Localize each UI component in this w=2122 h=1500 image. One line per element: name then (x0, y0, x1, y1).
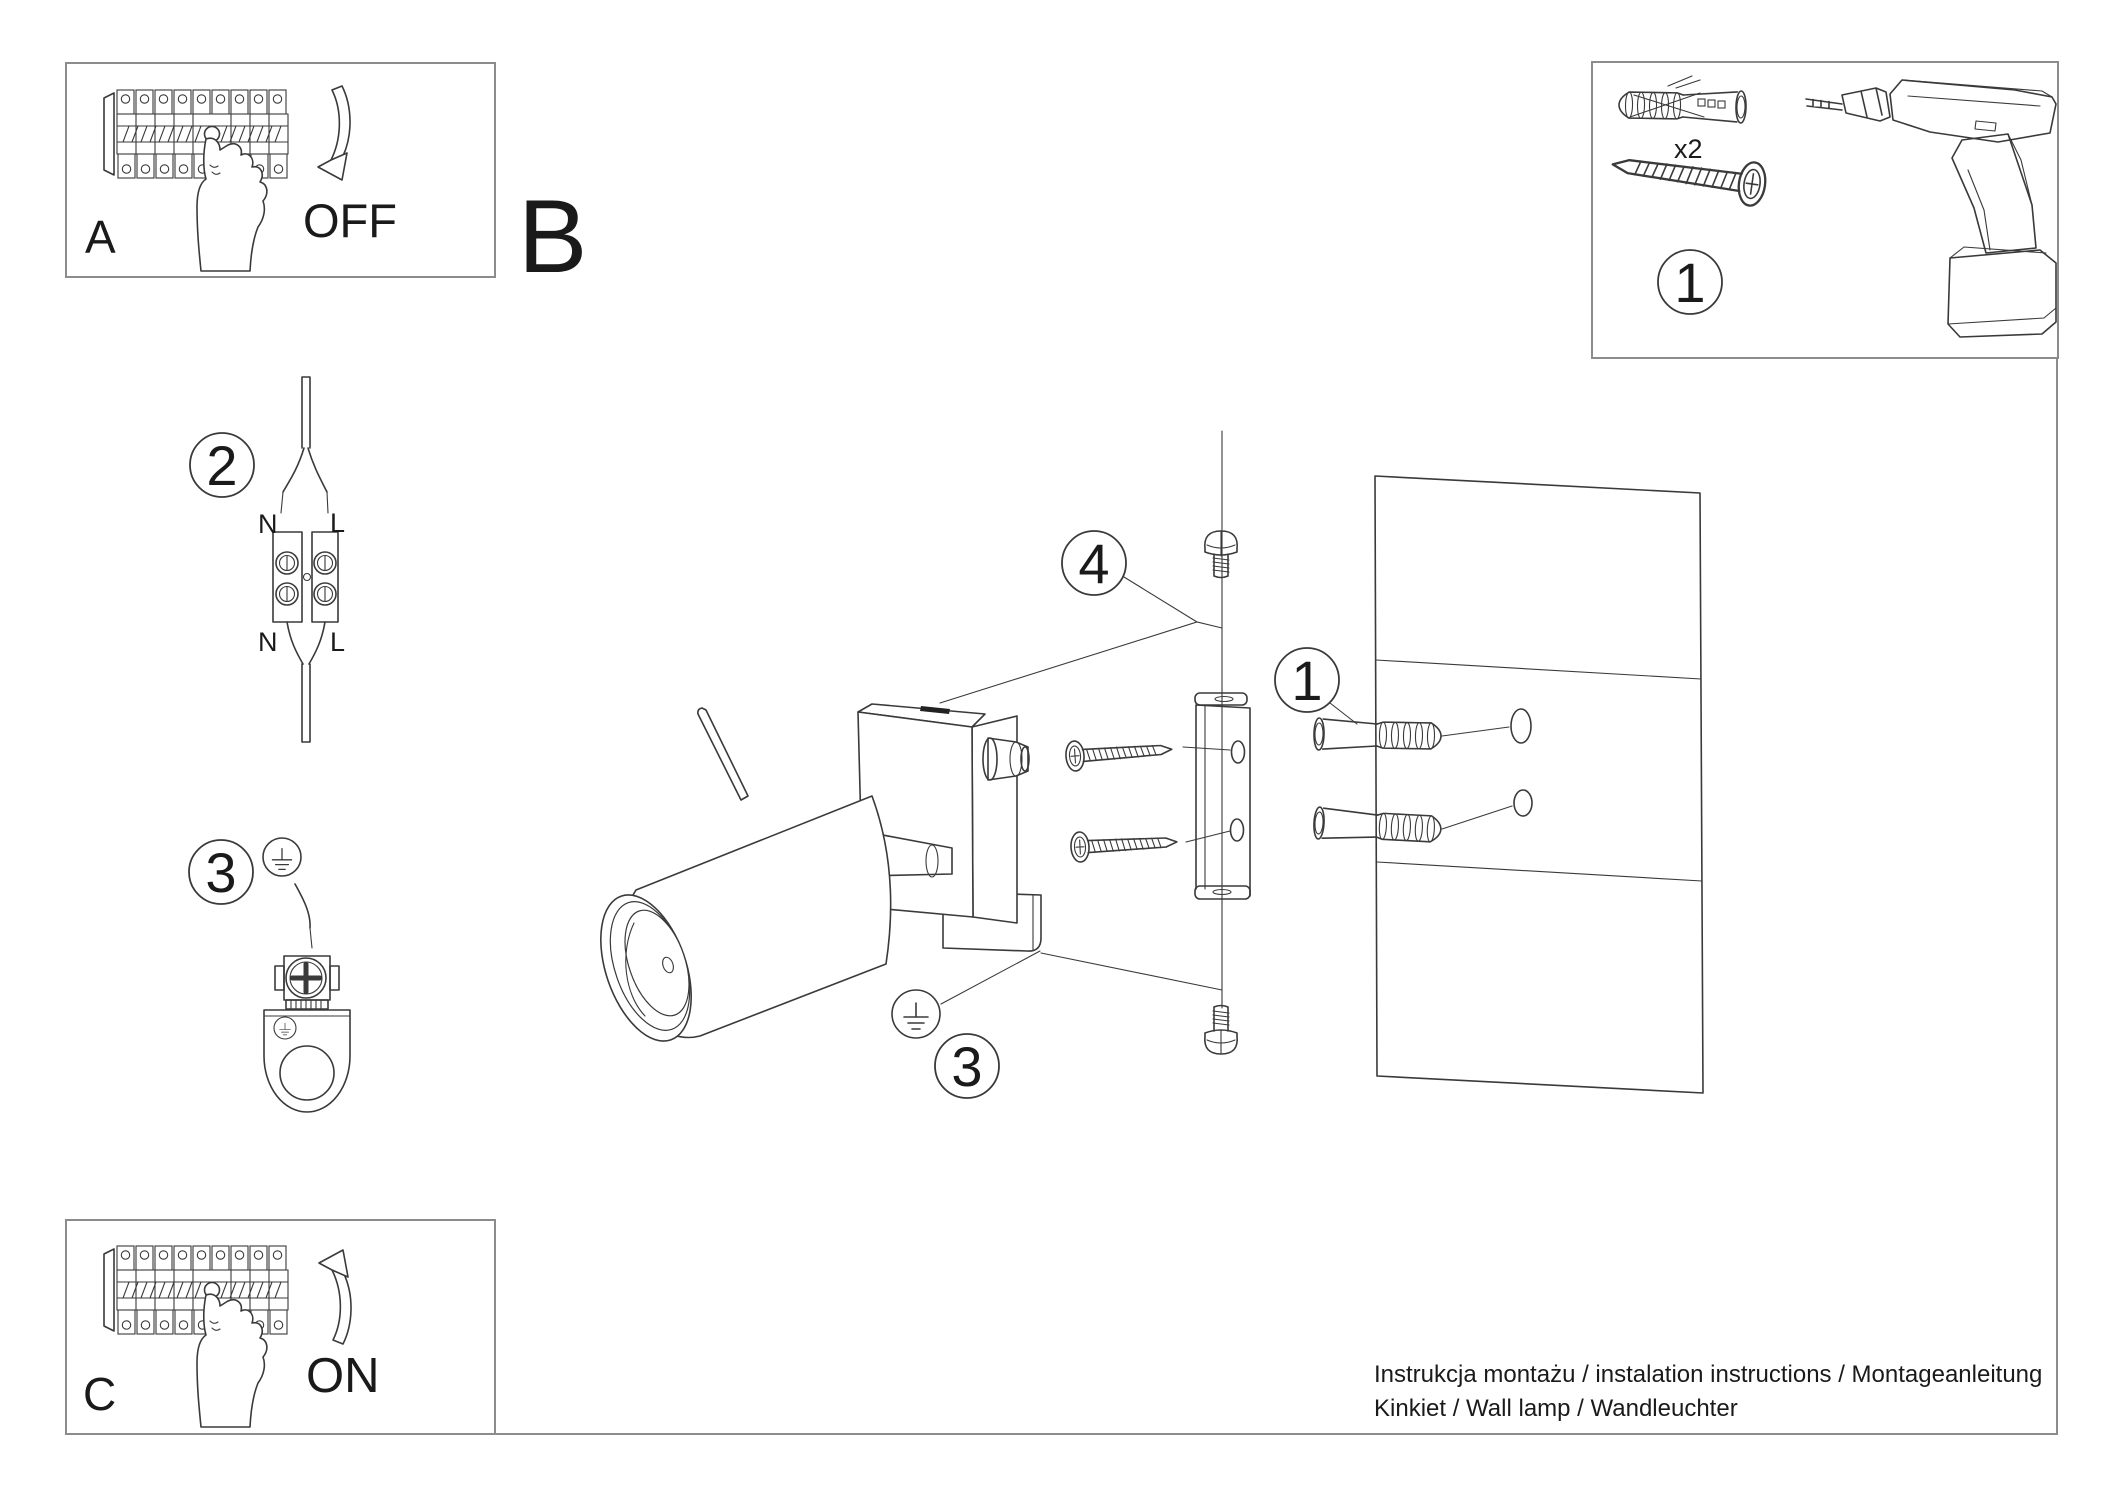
wire-n-bottom-label: N (258, 627, 278, 657)
panel-a-label: A (85, 211, 116, 263)
step-3-number: 3 (205, 841, 237, 904)
section-b-label: B (518, 179, 588, 295)
pressing-hand-icon (197, 138, 267, 271)
ground-connection-diagram (263, 838, 350, 1112)
wood-screw-bottom (1070, 827, 1177, 863)
anchor-leader-lines (1442, 727, 1512, 829)
machine-screw-bottom (1205, 1006, 1237, 1055)
wall-anchor-bottom (1313, 807, 1442, 846)
parts-step-number: 1 (1674, 251, 1706, 314)
lamp-head-drawing (583, 796, 890, 1053)
panel-c-label: C (83, 1368, 117, 1420)
footer-title-line: Instrukcja montażu / instalation instructions / Montageanleitung (1374, 1361, 2043, 1388)
screw-leader-lines (1183, 747, 1230, 842)
footer-product-line: Kinkiet / Wall lamp / Wandleuchter (1374, 1395, 1738, 1422)
assembly-number-4: 4 (1078, 532, 1110, 595)
assembly-number-1: 1 (1291, 649, 1323, 712)
machine-screw-top (1205, 531, 1237, 578)
lamp-rod (698, 708, 748, 800)
parts-anchor-drawing (1619, 76, 1747, 123)
drill-drawing (1806, 80, 2056, 337)
wood-screw-top (1065, 734, 1173, 771)
earth-leader-line (941, 951, 1040, 1004)
wire-l-bottom-label: L (330, 627, 346, 657)
panel-c-on-label: ON (306, 1349, 380, 1403)
arrow-up-icon (332, 1270, 351, 1344)
pressing-hand-icon (197, 1294, 267, 1427)
wire-l-top-label: L (330, 508, 346, 538)
parts-quantity-label: x2 (1674, 134, 1703, 164)
wall-drawing (1375, 476, 1703, 1093)
step-2-number: 2 (206, 434, 238, 497)
wiring-diagram (273, 377, 338, 742)
wall-anchor-top (1314, 718, 1442, 752)
panel-a-off-label: OFF (303, 194, 397, 247)
arrow-down-icon (331, 86, 350, 160)
wire-n-top-label: N (258, 509, 278, 539)
assembly-number-3: 3 (951, 1035, 983, 1098)
assembly-diagram (583, 431, 1703, 1098)
